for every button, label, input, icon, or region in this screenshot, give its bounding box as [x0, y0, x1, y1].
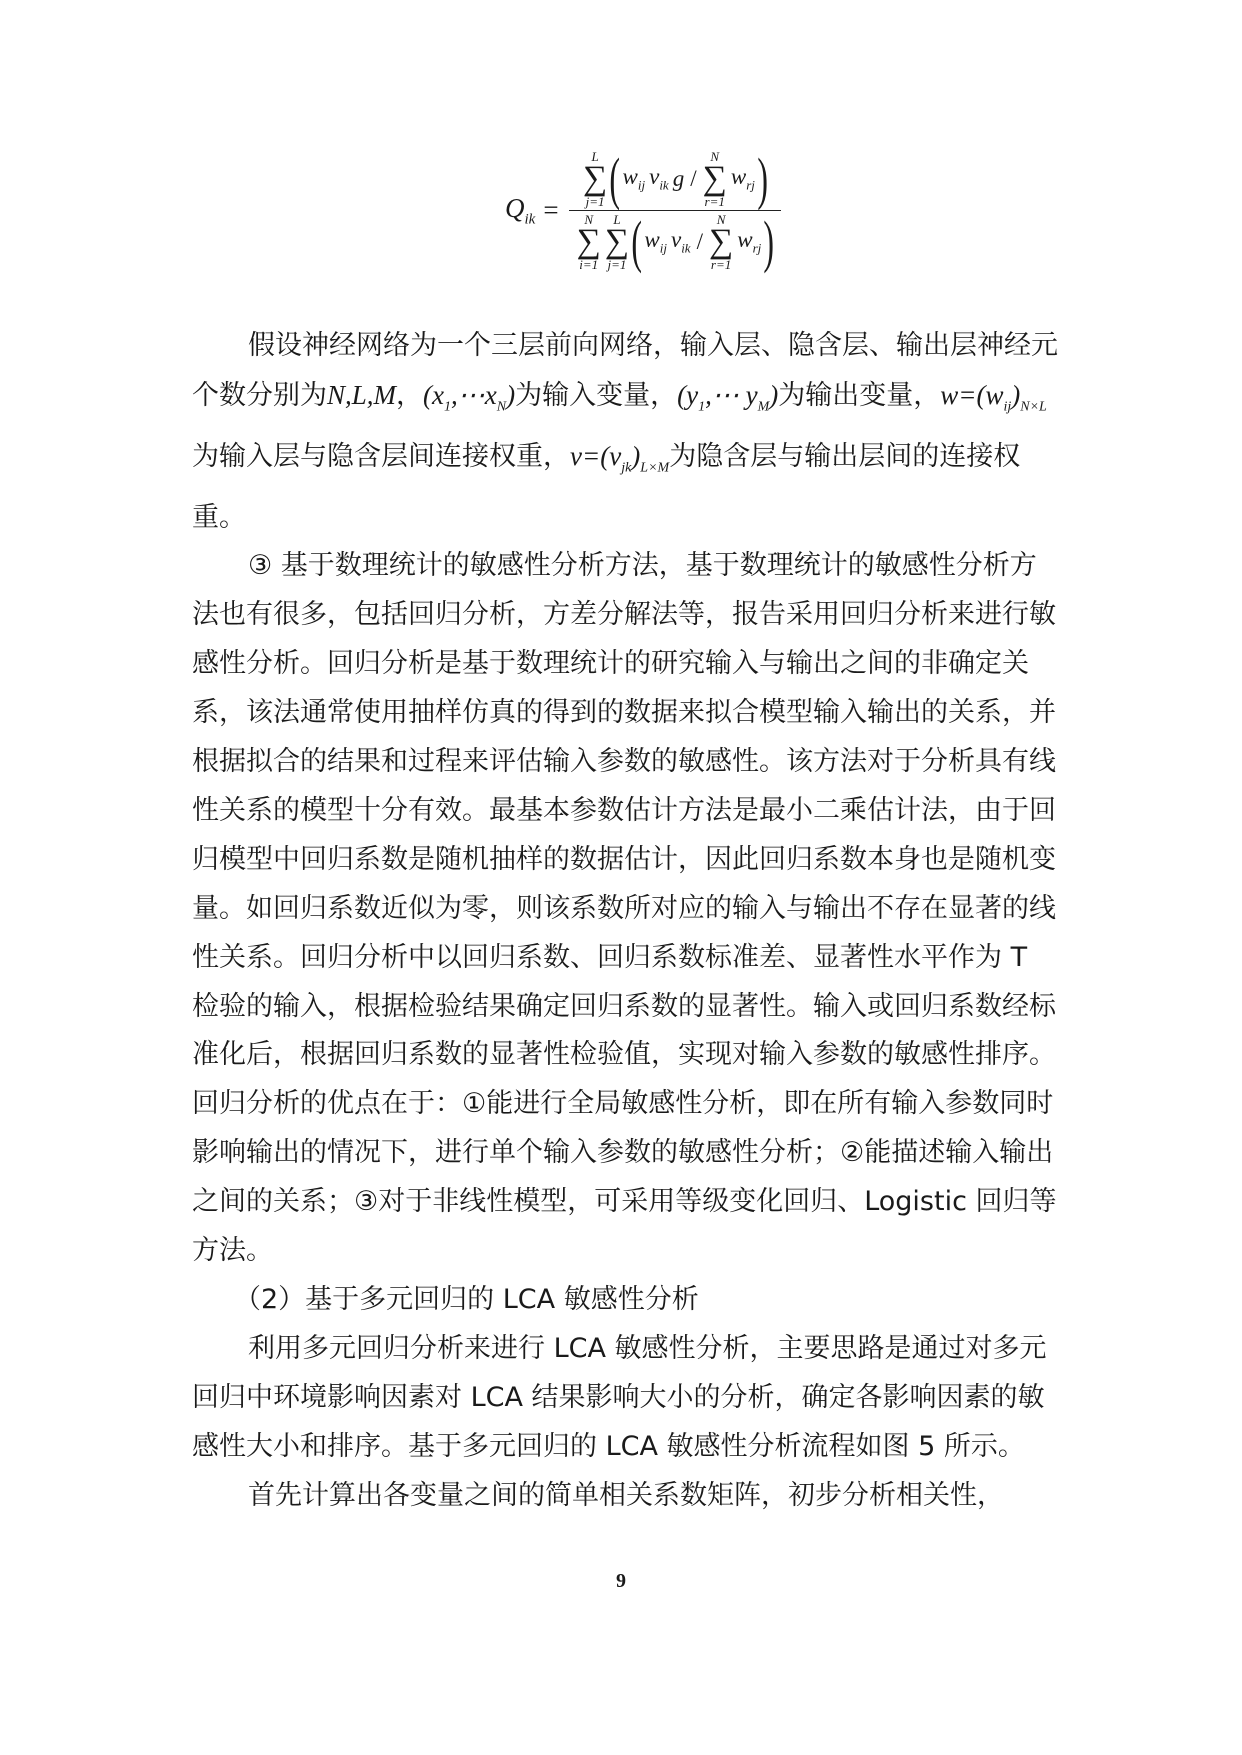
sum-symbol: N ∑ r=1	[702, 149, 727, 209]
paragraph-correlation-matrix: 首先计算出各变量之间的简单相关系数矩阵，初步分析相关性，	[248, 1479, 1004, 1511]
formula-denominator: N ∑ i=1 L ∑ j=1 ( $w_{ij}$ $v_{ik}$ / N ∑ r=1 $w_{rj}$ )	[576, 209, 775, 274]
body-text	[192, 322, 1062, 1521]
section-heading-multiple-regression: （2）基于多元回归的 LCA 敏感性分析	[234, 1284, 699, 1315]
formula-numerator: L ∑ j=1 ( $w_{ij}$ $v_{ik}$ g / N ∑ r=1 $w_{rj}$ )	[582, 146, 768, 211]
paragraph-statistical-method: ③ 基于数理统计的敏感性分析方法，基于数理统计的敏感性分析方法也有很多，包括回归分析，方差分解法等，报告采用回归分析来进行敏感性分析。回归分析是基于数理统计的研究输入与输出之间的非确定关系，该法通常使用抽样仿真的得到的数据来拟合模型输入输出的关系，并根据拟合的结果和过程来评估输入参数的敏感性。该方法对于分析具有线性关系的模型十分有效。最基本参数估计方法是最小二乘估计法，由于回归模型中回归系数是随机抽样的数据估计，因此回归系数本身也是随机变量。如回归系数近似为零，则该系数所对应的输入与输出不存在显著的线性关系。回归分析中以回归系数、回归系数标准差、显著性水平作为 T 检验的输入，根据检验结果确定回归系数的显著性。输入或回归系数经标准化后，根据回归系数的显著性检验值，实现对输入参数的敏感性排序。回归分析的优点在于：①能进行全局敏感性分析，即在所有输入参数同时影响输出的情况下，进行单个输入参数的敏感性分析；②能描述输入输出之间的关系；③对于非线性模型，可采用等级变化回归、Logistic 回归等方法。	[192, 550, 1057, 1267]
sum-symbol: N ∑ i=1	[576, 212, 601, 272]
formula-qik	[505, 146, 781, 274]
sum-symbol: N ∑ r=1	[708, 212, 734, 272]
paragraph-regression-approach: 利用多元回归分析来进行 LCA 敏感性分析，主要思路是通过对多元回归中环境影响因素对 LCA 结果影响大小的分析，确定各影响因素的敏感性大小和排序。基于多元回归的 LCA 敏感性分析流程如图 5 所示。	[192, 1332, 1047, 1462]
fraction-bar	[569, 210, 781, 211]
page-number: 9	[616, 1570, 626, 1592]
formula-lhs: $Q_{ik}$	[505, 192, 536, 228]
paragraph-network-definition: 假设神经网络为一个三层前向网络，输入层、隐含层、输出层神经元个数分别为N,L,M，$(x_1,\cdots x_N)$为输入变量，($y_1,\cdots$ $y_M$)为输出变量，$w=(w_{ij})_{N\times L}$为输入层与隐含层间连接权重，$v=(v_{jk})_{L\times M}$为隐含层与输出层间的连接权重。	[192, 330, 1058, 533]
sum-symbol: L ∑ j=1	[604, 212, 630, 272]
formula-equals: =	[543, 195, 559, 225]
sum-symbol: L ∑ j=1	[582, 149, 608, 209]
formula-fraction	[569, 146, 781, 274]
